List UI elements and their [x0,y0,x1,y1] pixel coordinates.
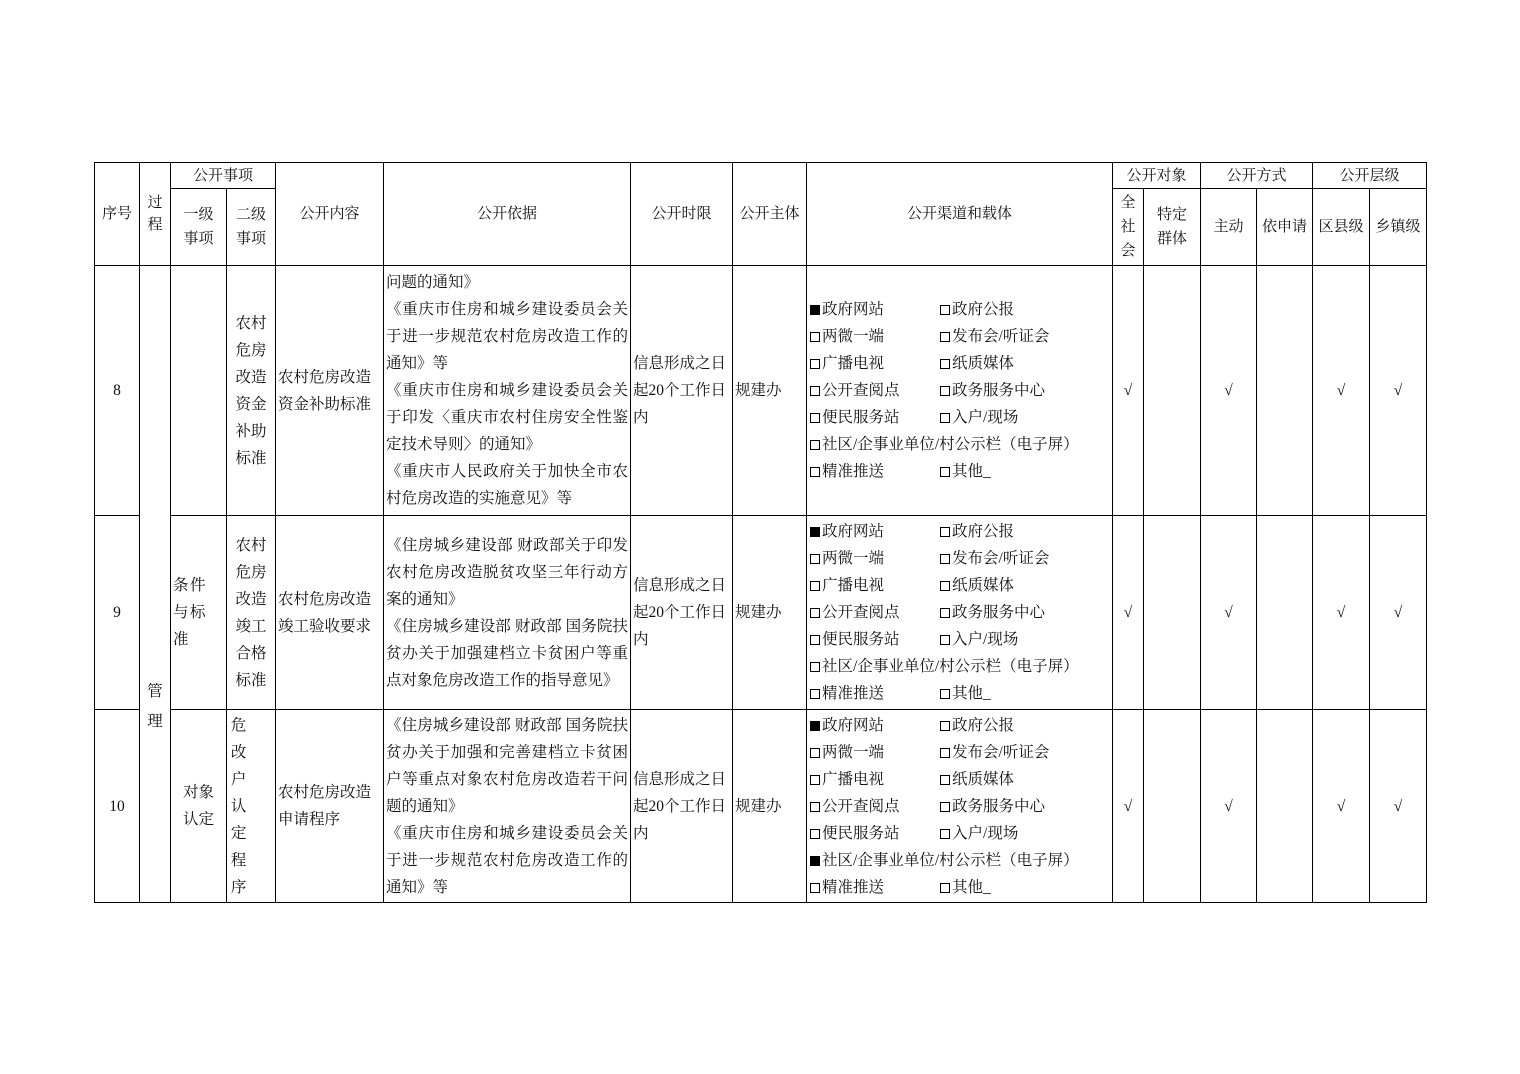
header-level: 公开层级 [1313,163,1427,189]
mark-active: √ [1201,266,1257,516]
table-row [95,710,1427,903]
checkbox-icon [810,305,820,315]
checkbox-icon [940,775,950,785]
checkbox-icon [940,689,950,699]
checkbox-icon [810,829,820,839]
mark-town: √ [1370,266,1427,516]
checkbox-icon [940,829,950,839]
checkbox-icon [940,413,950,423]
checkbox-icon [810,748,820,758]
disclosure-table [94,162,1427,903]
header-subject: 公开主体 [733,163,807,266]
checkbox-icon [810,527,820,537]
checkbox-icon [810,662,820,672]
checkbox-icon [810,802,820,812]
checkbox-icon [810,467,820,477]
row-subject: 规建办 [733,516,807,710]
header-item1: 一级 事项 [171,189,227,266]
row-time: 信息形成之日起20个工作日内 [631,710,733,903]
header-level-town: 乡镇级 [1370,189,1427,266]
header-seq: 序号 [95,163,140,266]
checkbox-icon [940,305,950,315]
checkbox-icon [810,721,820,731]
checkbox-icon [940,721,950,731]
row-time: 信息形成之日起20个工作日内 [631,266,733,516]
row-item2: 危改户认定程序 [227,710,276,903]
header-time: 公开时限 [631,163,733,266]
mark-apply [1257,710,1313,903]
header-audience-specific: 特定 群体 [1144,189,1201,266]
checkbox-icon [940,359,950,369]
checkbox-icon [940,883,950,893]
mark-apply [1257,266,1313,516]
mark-specific [1144,710,1201,903]
mark-all: √ [1113,516,1144,710]
checkbox-icon [810,413,820,423]
header-method-active: 主动 [1201,189,1257,266]
row-channels: 政府网站 政府公报 两微一端 发布会/听证会 广播电视 纸质媒体 公开查阅点 政务服务中心 便民服务站 入户/现场 社区/企事业单位/村公示栏（电子屏） 精准推送 其他_ [807,516,1113,710]
process-cell: 管 理 [140,266,171,903]
header-basis: 公开依据 [384,163,631,266]
header-item2: 二级 事项 [227,189,276,266]
row-item1: 条件与标准 [171,516,227,710]
mark-all: √ [1113,266,1144,516]
mark-county: √ [1313,710,1370,903]
checkbox-icon [940,748,950,758]
checkbox-icon [940,467,950,477]
row-channels: 政府网站 政府公报 两微一端 发布会/听证会 广播电视 纸质媒体 公开查阅点 政务服务中心 便民服务站 入户/现场 社区/企事业单位/村公示栏（电子屏） 精准推送 其他_ [807,266,1113,516]
checkbox-icon [940,581,950,591]
table-row [95,516,1427,710]
header-channels: 公开渠道和载体 [807,163,1113,266]
checkbox-icon [810,608,820,618]
table-row [95,266,1427,516]
checkbox-icon [940,386,950,396]
checkbox-icon [940,802,950,812]
row-item1: 对象认定 [171,710,227,903]
row-subject: 规建办 [733,710,807,903]
header-audience: 公开对象 [1113,163,1201,189]
header-audience-all: 全 社 会 [1113,189,1144,266]
row-subject: 规建办 [733,266,807,516]
row-content: 农村危房改造申请程序 [276,710,384,903]
checkbox-icon [810,689,820,699]
row-basis: 《住房城乡建设部 财政部 国务院扶贫办关于加强和完善建档立卡贫困户等重点对象农村危房改造若干问题的通知》 《重庆市住房和城乡建设委员会关于进一步规范农村危房改造工作的通知》等 [384,710,631,903]
mark-apply [1257,516,1313,710]
checkbox-icon [810,856,820,866]
header-method: 公开方式 [1201,163,1313,189]
checkbox-icon [940,527,950,537]
checkbox-icon [810,883,820,893]
row-basis: 问题的通知》 《重庆市住房和城乡建设委员会关于进一步规范农村危房改造工作的通知》等 《重庆市住房和城乡建设委员会关于印发〈重庆市农村住房安全性鉴定技术导则〉的通知》 《重庆市人民政府关于加快全市农村危房改造的实施意见》等 [384,266,631,516]
checkbox-icon [940,332,950,342]
row-item2: 农村危房改造竣工合格标准 [227,516,276,710]
mark-town: √ [1370,516,1427,710]
checkbox-icon [940,554,950,564]
row-item2: 农村危房改造资金补助标准 [227,266,276,516]
mark-active: √ [1201,516,1257,710]
checkbox-icon [810,635,820,645]
row-seq: 9 [95,516,140,710]
checkbox-icon [810,775,820,785]
row-seq: 10 [95,710,140,903]
header-level-county: 区县级 [1313,189,1370,266]
row-seq: 8 [95,266,140,516]
checkbox-icon [810,386,820,396]
row-content: 农村危房改造竣工验收要求 [276,516,384,710]
header-process: 过程 [140,163,171,266]
mark-active: √ [1201,710,1257,903]
row-basis: 《住房城乡建设部 财政部关于印发农村危房改造脱贫攻坚三年行动方案的通知》 《住房城乡建设部 财政部 国务院扶贫办关于加强建档立卡贫困户等重点对象危房改造工作的指导意见》 [384,516,631,710]
mark-specific [1144,266,1201,516]
checkbox-icon [940,635,950,645]
checkbox-icon [810,440,820,450]
mark-all: √ [1113,710,1144,903]
header-content: 公开内容 [276,163,384,266]
row-content: 农村危房改造资金补助标准 [276,266,384,516]
mark-county: √ [1313,516,1370,710]
header-method-apply: 依申请 [1257,189,1313,266]
row-channels: 政府网站 政府公报 两微一端 发布会/听证会 广播电视 纸质媒体 公开查阅点 政务服务中心 便民服务站 入户/现场 社区/企事业单位/村公示栏（电子屏） 精准推送 其他_ [807,710,1113,903]
checkbox-icon [810,332,820,342]
mark-specific [1144,516,1201,710]
header-items: 公开事项 [171,163,276,189]
checkbox-icon [810,581,820,591]
mark-county: √ [1313,266,1370,516]
row-time: 信息形成之日起20个工作日内 [631,516,733,710]
checkbox-icon [810,554,820,564]
checkbox-icon [810,359,820,369]
checkbox-icon [940,608,950,618]
mark-town: √ [1370,710,1427,903]
row-item1 [171,266,227,516]
